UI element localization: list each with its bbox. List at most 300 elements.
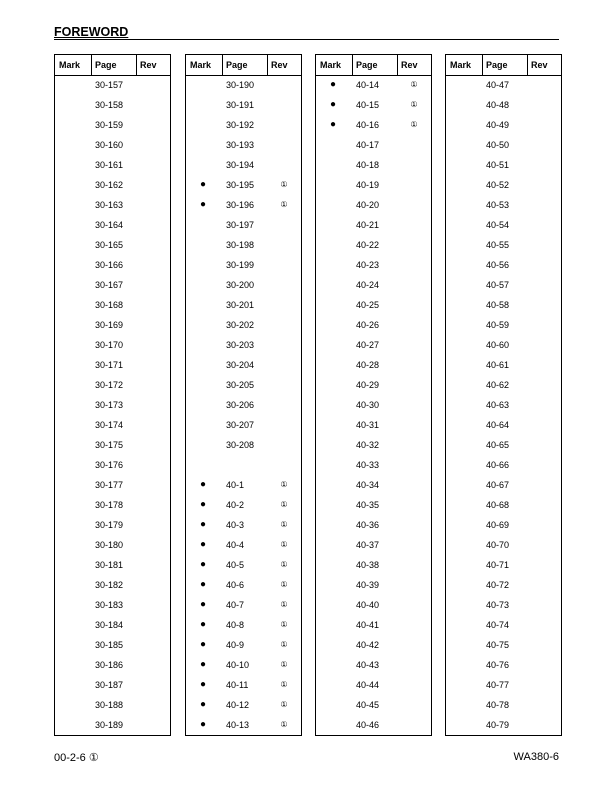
page-cell: 40-34 [356, 480, 380, 490]
table-row [316, 255, 431, 275]
table-row [446, 355, 561, 375]
page-cell: 30-199 [226, 260, 255, 270]
rev-cell [531, 695, 557, 715]
page-cell: 30-191 [226, 100, 255, 110]
page-cell: 40-60 [486, 340, 510, 350]
rev-cell [531, 515, 557, 535]
rev-cell [401, 275, 427, 295]
table-row [55, 375, 170, 395]
page-cell: 40-67 [486, 480, 510, 490]
rev-cell [140, 195, 166, 215]
table-row [55, 675, 170, 695]
page-cell: 30-189 [95, 720, 124, 730]
page-cell: 30-205 [226, 380, 255, 390]
table-row [55, 455, 170, 475]
rev-cell [271, 295, 297, 315]
page-cell: 40-18 [356, 160, 380, 170]
header-mark: Mark [320, 60, 342, 70]
page-cell: 40-36 [356, 520, 380, 530]
mark-cell: ● [200, 519, 207, 530]
page-cell: 30-175 [95, 440, 124, 450]
rev-cell: ① [280, 200, 288, 209]
table-row [446, 595, 561, 615]
table-row [186, 95, 301, 115]
rev-cell [271, 255, 297, 275]
page-cell: 40-1 [226, 480, 245, 490]
rev-cell [401, 255, 427, 275]
table-row [186, 155, 301, 175]
rev-cell [140, 695, 166, 715]
rev-cell [531, 195, 557, 215]
rev-cell [531, 155, 557, 175]
table-row [186, 195, 301, 215]
table-row [316, 335, 431, 355]
rev-cell [140, 215, 166, 235]
page-title: FOREWORD [54, 25, 129, 39]
rev-cell [401, 595, 427, 615]
table-row [316, 315, 431, 335]
rev-cell [401, 555, 427, 575]
page-cell: 40-28 [356, 360, 380, 370]
rev-cell [531, 675, 557, 695]
table-row [446, 635, 561, 655]
page-cell: 40-10 [226, 660, 250, 670]
rev-cell [531, 635, 557, 655]
rev-cell [140, 615, 166, 635]
table-row [446, 135, 561, 155]
rev-cell: ① [280, 680, 288, 689]
table-row [316, 595, 431, 615]
rev-cell: ① [280, 700, 288, 709]
page-cell: 30-198 [226, 240, 255, 250]
table-row [316, 475, 431, 495]
page-cell: 30-207 [226, 420, 255, 430]
rev-cell [401, 215, 427, 235]
rev-cell [401, 195, 427, 215]
table-row [446, 535, 561, 555]
page-cell: 40-71 [486, 560, 510, 570]
rev-cell [531, 535, 557, 555]
page-cell: 40-33 [356, 460, 380, 470]
mark-cell: ● [200, 199, 207, 210]
page-cell: 40-20 [356, 200, 380, 210]
mark-cell: ● [200, 579, 207, 590]
table-row [186, 495, 301, 515]
table-row [446, 455, 561, 475]
rev-cell [140, 495, 166, 515]
page-cell: 40-22 [356, 240, 380, 250]
page-cell: 40-27 [356, 340, 380, 350]
rev-cell [271, 395, 297, 415]
rev-cell: ① [410, 80, 418, 89]
mark-cell: ● [200, 539, 207, 550]
table-row [316, 515, 431, 535]
mark-cell: ● [200, 699, 207, 710]
table-row [446, 215, 561, 235]
page-cell: 40-38 [356, 560, 380, 570]
table-row [186, 535, 301, 555]
page-cell: 30-190 [226, 80, 255, 90]
table-row [446, 155, 561, 175]
rev-cell [401, 235, 427, 255]
rev-cell [531, 435, 557, 455]
rev-cell [401, 355, 427, 375]
header-rev: Rev [531, 60, 548, 70]
rev-cell [271, 355, 297, 375]
table-row [55, 315, 170, 335]
table-row [55, 695, 170, 715]
page-cell [226, 455, 271, 475]
page-cell: 40-58 [486, 300, 510, 310]
table-row [446, 475, 561, 495]
page-cell: 40-55 [486, 240, 510, 250]
table-row [446, 275, 561, 295]
rev-cell [271, 115, 297, 135]
rev-cell [140, 675, 166, 695]
rev-cell [140, 555, 166, 575]
table-row [186, 455, 301, 475]
rev-cell [401, 335, 427, 355]
header-rev: Rev [140, 60, 157, 70]
rev-cell: ① [280, 620, 288, 629]
page-cell: 30-183 [95, 600, 124, 610]
rev-cell [140, 595, 166, 615]
mark-cell: ● [200, 179, 207, 190]
table-row [55, 295, 170, 315]
rev-cell [140, 275, 166, 295]
page-cell: 40-11 [226, 680, 249, 690]
rev-cell [401, 415, 427, 435]
rev-cell [271, 315, 297, 335]
rev-cell [140, 515, 166, 535]
page-cell: 40-3 [226, 520, 245, 530]
table-row [55, 555, 170, 575]
rev-cell [140, 415, 166, 435]
page-cell: 30-162 [95, 180, 124, 190]
rev-cell [140, 635, 166, 655]
rev-cell [531, 655, 557, 675]
table-row [316, 215, 431, 235]
page-cell: 40-64 [486, 420, 510, 430]
page-cell: 40-15 [356, 100, 380, 110]
page-cell: 40-7 [226, 600, 245, 610]
page-cell: 40-79 [486, 720, 510, 730]
table-row [55, 415, 170, 435]
table-row [316, 95, 431, 115]
table-row [316, 635, 431, 655]
table-row [55, 75, 170, 95]
page-cell: 30-171 [95, 360, 124, 370]
header-page: Page [95, 60, 117, 70]
table-row [446, 575, 561, 595]
table-row [446, 715, 561, 735]
page-cell: 30-180 [95, 540, 124, 550]
table-header [316, 55, 431, 76]
page-cell: 30-173 [95, 400, 124, 410]
page-cell: 40-26 [356, 320, 380, 330]
rev-cell [401, 535, 427, 555]
rev-cell [531, 415, 557, 435]
page-cell: 40-73 [486, 600, 510, 610]
page-cell: 40-16 [356, 120, 380, 130]
page-cell: 30-208 [226, 440, 255, 450]
page-cell: 40-65 [486, 440, 510, 450]
page-cell: 40-40 [356, 600, 380, 610]
table-row [446, 195, 561, 215]
table-row [316, 435, 431, 455]
table-row [55, 655, 170, 675]
page-cell: 30-168 [95, 300, 124, 310]
table-row [446, 295, 561, 315]
table-row [446, 555, 561, 575]
table-row [55, 135, 170, 155]
table-row [316, 195, 431, 215]
table-row [186, 695, 301, 715]
rev-cell: ① [280, 180, 288, 189]
table-row [55, 395, 170, 415]
table-row [316, 275, 431, 295]
header-divider [352, 55, 353, 75]
rev-cell [271, 75, 297, 95]
rev-cell [271, 375, 297, 395]
rev-cell [140, 135, 166, 155]
rev-cell [401, 435, 427, 455]
rev-cell [531, 595, 557, 615]
table-row [186, 595, 301, 615]
rev-cell [140, 315, 166, 335]
page-cell: 30-169 [95, 320, 124, 330]
rev-cell [401, 655, 427, 675]
rev-cell [140, 295, 166, 315]
page-cell: 40-45 [356, 700, 380, 710]
rev-cell [401, 295, 427, 315]
page-cell: 40-41 [356, 620, 380, 630]
rev-cell [271, 335, 297, 355]
page-cell: 40-56 [486, 260, 510, 270]
page-cell: 40-70 [486, 540, 510, 550]
table-row [446, 435, 561, 455]
mark-cell: ● [200, 619, 207, 630]
rev-cell [140, 375, 166, 395]
page-cell: 40-24 [356, 280, 380, 290]
rev-cell [140, 435, 166, 455]
rev-cell [140, 395, 166, 415]
table-row [186, 675, 301, 695]
page-cell: 30-206 [226, 400, 255, 410]
page-cell: 40-37 [356, 540, 380, 550]
table-row [55, 95, 170, 115]
rev-cell [531, 215, 557, 235]
table-row [55, 635, 170, 655]
mark-cell: ● [200, 659, 207, 670]
table-row [186, 575, 301, 595]
header-mark: Mark [450, 60, 472, 70]
rev-cell [271, 235, 297, 255]
page-cell: 40-9 [226, 640, 245, 650]
page-cell: 30-172 [95, 380, 124, 390]
table-row [446, 655, 561, 675]
rev-cell [531, 135, 557, 155]
table-row [446, 675, 561, 695]
page-number: 00-2-6 ① [54, 752, 99, 764]
rev-cell [531, 375, 557, 395]
page-cell: 40-13 [226, 720, 250, 730]
rev-cell [140, 355, 166, 375]
page-cell: 30-177 [95, 480, 124, 490]
table-row [55, 235, 170, 255]
rev-cell [140, 575, 166, 595]
rev-cell: ① [410, 100, 418, 109]
page-cell: 30-178 [95, 500, 124, 510]
table-row [316, 455, 431, 475]
page-cell: 40-21 [356, 220, 380, 230]
rev-cell: ① [280, 640, 288, 649]
table-row [316, 655, 431, 675]
rev-cell: ① [410, 120, 418, 129]
table-row [186, 215, 301, 235]
mark-cell: ● [200, 679, 207, 690]
rev-cell [531, 495, 557, 515]
header-divider [91, 55, 92, 75]
rev-cell [401, 375, 427, 395]
rev-cell [401, 175, 427, 195]
page-cell: 40-51 [486, 160, 510, 170]
table-row [55, 495, 170, 515]
table-row [316, 375, 431, 395]
header-divider [527, 55, 528, 75]
table-row [55, 215, 170, 235]
page-cell: 40-8 [226, 620, 245, 630]
table-row [55, 515, 170, 535]
page-cell: 30-200 [226, 280, 255, 290]
page-cell: 30-165 [95, 240, 124, 250]
rev-cell [271, 155, 297, 175]
header-page: Page [226, 60, 248, 70]
table-row [55, 535, 170, 555]
page-cell: 40-4 [226, 540, 245, 550]
page-cell: 30-157 [95, 80, 124, 90]
page-cell: 30-161 [95, 160, 124, 170]
table-row [446, 515, 561, 535]
table-row [55, 175, 170, 195]
page-cell: 40-2 [226, 500, 245, 510]
rev-cell [531, 275, 557, 295]
mark-cell: ● [330, 99, 337, 110]
page-cell: 40-78 [486, 700, 510, 710]
table-row [446, 95, 561, 115]
table-row [186, 75, 301, 95]
page-cell: 30-194 [226, 160, 255, 170]
page-cell: 30-182 [95, 580, 124, 590]
header-page: Page [486, 60, 508, 70]
page-cell: 40-39 [356, 580, 380, 590]
rev-cell [401, 615, 427, 635]
rev-cell [401, 135, 427, 155]
table-row [186, 615, 301, 635]
table-row [186, 515, 301, 535]
table-row [186, 235, 301, 255]
table-row [186, 475, 301, 495]
table-row [446, 115, 561, 135]
rev-cell [401, 155, 427, 175]
table-row [186, 255, 301, 275]
table-row [316, 555, 431, 575]
page-cell: 30-201 [226, 300, 255, 310]
mark-cell: ● [330, 79, 337, 90]
page-cell: 40-42 [356, 640, 380, 650]
rev-cell [401, 715, 427, 735]
page-cell: 30-187 [95, 680, 124, 690]
rev-cell [531, 255, 557, 275]
table-row [55, 335, 170, 355]
table-row [186, 395, 301, 415]
table-row [316, 415, 431, 435]
header-divider [482, 55, 483, 75]
table-row [55, 115, 170, 135]
table-row [316, 295, 431, 315]
page-cell: 30-202 [226, 320, 255, 330]
page-cell: 40-53 [486, 200, 510, 210]
table-row [446, 235, 561, 255]
page-cell: 30-164 [95, 220, 124, 230]
mark-cell: ● [200, 559, 207, 570]
page-cell: 40-69 [486, 520, 510, 530]
page-cell: 30-159 [95, 120, 124, 130]
table-row [316, 575, 431, 595]
page-cell: 30-181 [95, 560, 124, 570]
page-cell: 40-74 [486, 620, 510, 630]
page-cell: 40-30 [356, 400, 380, 410]
rev-cell [531, 175, 557, 195]
rev-cell: ① [280, 520, 288, 529]
page-cell: 40-49 [486, 120, 510, 130]
rev-cell [531, 395, 557, 415]
page-cell: 30-196 [226, 200, 255, 210]
rev-cell [140, 475, 166, 495]
table-row [446, 415, 561, 435]
rev-cell [531, 315, 557, 335]
page-cell: 30-192 [226, 120, 255, 130]
rev-cell [531, 75, 557, 95]
table-row [316, 695, 431, 715]
page-cell: 30-204 [226, 360, 255, 370]
rev-cell [271, 435, 297, 455]
rev-cell: ① [280, 600, 288, 609]
page-cell: 40-77 [486, 680, 510, 690]
rev-cell [531, 615, 557, 635]
rev-cell [140, 255, 166, 275]
table-row [186, 315, 301, 335]
table-row [446, 375, 561, 395]
table-row [55, 155, 170, 175]
rev-cell [531, 455, 557, 475]
table-row [446, 315, 561, 335]
rev-cell: ① [280, 720, 288, 729]
table-row [186, 135, 301, 155]
table-row [186, 275, 301, 295]
page-cell: 40-44 [356, 680, 380, 690]
table-row [55, 715, 170, 735]
table-row [186, 655, 301, 675]
rev-cell [401, 635, 427, 655]
rev-cell [140, 115, 166, 135]
page-cell: 40-48 [486, 100, 510, 110]
page-cell: 40-59 [486, 320, 510, 330]
table-row [186, 375, 301, 395]
rev-cell [271, 415, 297, 435]
rev-cell [140, 155, 166, 175]
page-cell: 40-43 [356, 660, 380, 670]
